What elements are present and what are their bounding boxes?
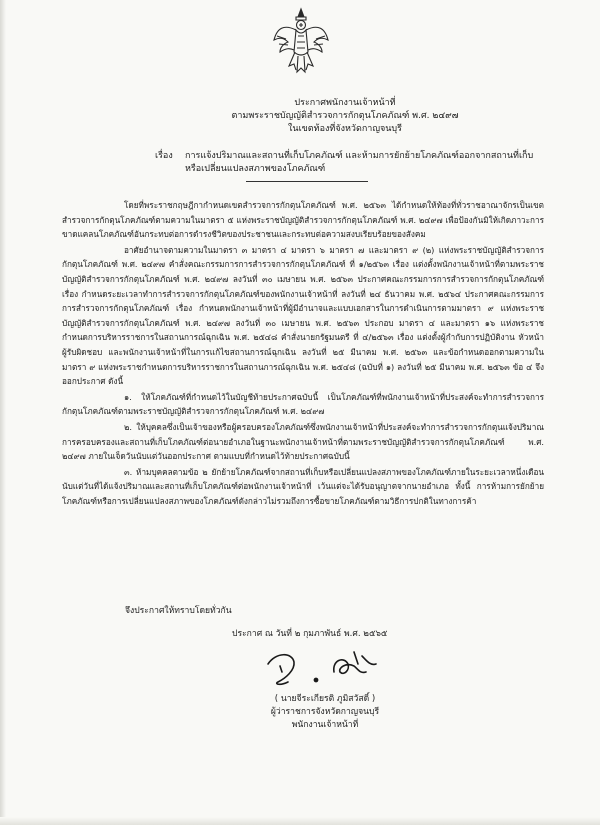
paragraph-clause-3: ๓. ห้ามบุคคลตามข้อ ๒ ยักย้ายโภคภัณฑ์จากสถานที่เก็บหรือเปลี่ยนแปลงสภาพของโภคภัณฑ์ภายในระยะเวลาหนึ่งเดือนนับแต่วันที่ได้แจ้งปริมาณและสถานที่เก็บโภคภัณฑ์ต่อพนักงานเจ้าหน้าที่ เว้นแต่จะได้รับอนุญาตจากนายอำเภอ ทั้งนี้ การห้ามการยักย้ายโภคภัณฑ์หรือการเปลี่ยนแปลงสภาพของโภคภัณฑ์ดังกล่าวไม่รวมถึงการซื้อขายโภคภัณฑ์ตามวิธีการปกติในทางการค้า bbox=[62, 466, 544, 506]
announcement-jurisdiction: ในเขตท้องที่จังหวัดกาญจนบุรี bbox=[288, 124, 402, 134]
announcement-act: ตามพระราชบัญญัติสำรวจการกักตุนโภคภัณฑ์ พ.ศ. ๒๔๙๗ bbox=[231, 111, 459, 121]
signer-role: พนักงานเจ้าหน้าที่ bbox=[291, 720, 359, 730]
announcement-title: ประกาศพนักงานเจ้าหน้าที่ bbox=[294, 98, 396, 108]
announcement-date: ประกาศ ณ วันที่ ๒ กุมภาพันธ์ พ.ศ. ๒๕๖๕ bbox=[232, 629, 388, 639]
paragraph-clause-2: ๒. ให้บุคคลซึ่งเป็นเจ้าของหรือผู้ครอบครองโภคภัณฑ์ซึ่งพนักงานเจ้าหน้าที่ประสงค์จะทำการสำรวจการกักตุนแจ้งปริมาณการครอบครองและสถานที่เก็บโภคภัณฑ์ต่อนายอำเภอในฐานะพนักงานเจ้าหน้าที่ตามพระราชบัญญัติสำรวจการกักตุนโภคภัณฑ์ พ.ศ. ๒๔๙๗ ภายในเจ็ดวันนับแต่วันออกประกาศ ตามแบบที่กำหนดไว้ท้ายประกาศฉบับนี้ bbox=[62, 421, 544, 462]
header-divider bbox=[246, 181, 368, 182]
subject-text: การแจ้งปริมาณและสถานที่เก็บโภคภัณฑ์ และห้ามการยักย้ายโภคภัณฑ์ออกจากสถานที่เก็บหรือเปลี่ยนแปลงสภาพของโภคภัณฑ์ bbox=[185, 151, 534, 174]
signer-position: ผู้ว่าราชการจังหวัดกาญจนบุรี bbox=[270, 707, 380, 717]
garuda-emblem-icon bbox=[272, 6, 330, 76]
handwritten-signature bbox=[258, 642, 388, 690]
signer-block bbox=[240, 693, 410, 732]
paragraph-preamble: โดยที่พระราชกฤษฎีกากำหนดเขตสำรวจการกักตุนโภคภัณฑ์ พ.ศ. ๒๕๖๓ ได้กำหนดให้ท้องที่ทั่วราชอาณาจักรเป็นเขตสำรวจการกักตุนโภคภัณฑ์ตามความในมาตรา ๕ แห่งพระราชบัญญัติสำรวจการกักตุนโภคภัณฑ์ พ.ศ. ๒๔๙๗ เพื่อป้องกันมิให้เกิดภาวะการขาดแคลนโภคภัณฑ์อันกระทบต่อการดำรงชีวิตของประชาชนและกระทบต่อความสงบเรียบร้อยของสังคม bbox=[62, 200, 544, 240]
closing-statement: จึงประกาศให้ทราบโดยทั่วกัน bbox=[125, 606, 232, 616]
paragraph-authority: อาศัยอำนาจตามความในมาตรา ๓ มาตรา ๔ มาตรา ๖ มาตรา ๗ และมาตรา ๙ (๒) แห่งพระราชบัญญัติสำรวจการกักตุนโภคภัณฑ์ พ.ศ. ๒๔๙๗ คำสั่งคณะกรรมการการสำรวจการกักตุนโภคภัณฑ์ ที่ ๑/๒๕๖๓ เรื่อง แต่งตั้งพนักงานเจ้าหน้าที่ตามพระราชบัญญัติสำรวจการกักตุนโภคภัณฑ์ พ.ศ. ๒๔๙๗ ลงวันที่ ๓๐ เมษายน พ.ศ. ๒๕๖๓ ประกาศคณะกรรมการการสำรวจการกักตุนโภคภัณฑ์ เรื่อง กำหนดระยะเวลาทำการสำรวจการกักตุนโภคภัณฑ์ของพนักงานเจ้าหน้าที่ ลงวันที่ ๒๔ ธันวาคม พ.ศ. ๒๕๖๔ ประกาศคณะกรรมการการสำรวจการกักตุนโภคภัณฑ์ เรื่อง กำหนดพนักงานเจ้าหน้าที่ผู้มีอำนาจและแบบเอกสารในการดำเนินการตามมาตรา ๙ แห่งพระราชบัญญัติสำรวจการกักตุนโภคภัณฑ์ พ.ศ. ๒๔๙๗ ลงวันที่ ๓๐ เมษายน พ.ศ. ๒๕๖๓ ประกอบ มาตรา ๔ และมาตรา ๑๖ แห่งพระราชกำหนดการบริหารราชการในสถานการณ์ฉุกเฉิน พ.ศ. ๒๕๔๘ คำสั่งนายกรัฐมนตรี ที่ ๔/๒๕๖๓ เรื่อง แต่งตั้งผู้กำกับการปฏิบัติงาน หัวหน้าผู้รับผิดชอบ และพนักงานเจ้าหน้าที่ในการแก้ไขสถานการณ์ฉุกเฉิน ลงวันที่ ๒๕ มีนาคม พ.ศ. ๒๕๖๓ และข้อกำหนดออกตามความในมาตรา ๙ แห่งพระราชกำหนดการบริหารราชการในสถานการณ์ฉุกเฉิน พ.ศ. ๒๕๔๘ (ฉบับที่ ๑) ลงวันที่ ๒๕ มีนาคม พ.ศ. ๒๕๖๓ ข้อ ๔ จึงออกประกาศ ดังนี้ bbox=[62, 244, 544, 387]
scan-bottom-shadow bbox=[0, 817, 600, 825]
announcement-header bbox=[155, 97, 535, 136]
subject-label: เรื่อง bbox=[155, 151, 173, 161]
paragraph-clause-1: ๑. ให้โภคภัณฑ์ที่กำหนดไว้ในบัญชีท้ายประกาศฉบับนี้ เป็นโภคภัณฑ์ที่พนักงานเจ้าหน้าที่ประสงค์จะทำการสำรวจการกักตุนโภคภัณฑ์ตามพระราชบัญญัติสำรวจการกักตุนโภคภัณฑ์ พ.ศ. ๒๔๙๗ bbox=[62, 391, 544, 417]
scan-edge-shadow bbox=[0, 0, 6, 825]
announcement-body bbox=[62, 198, 544, 509]
signer-name: ( นายจีระเกียรติ ภูมิสวัสดิ์ ) bbox=[274, 694, 376, 704]
